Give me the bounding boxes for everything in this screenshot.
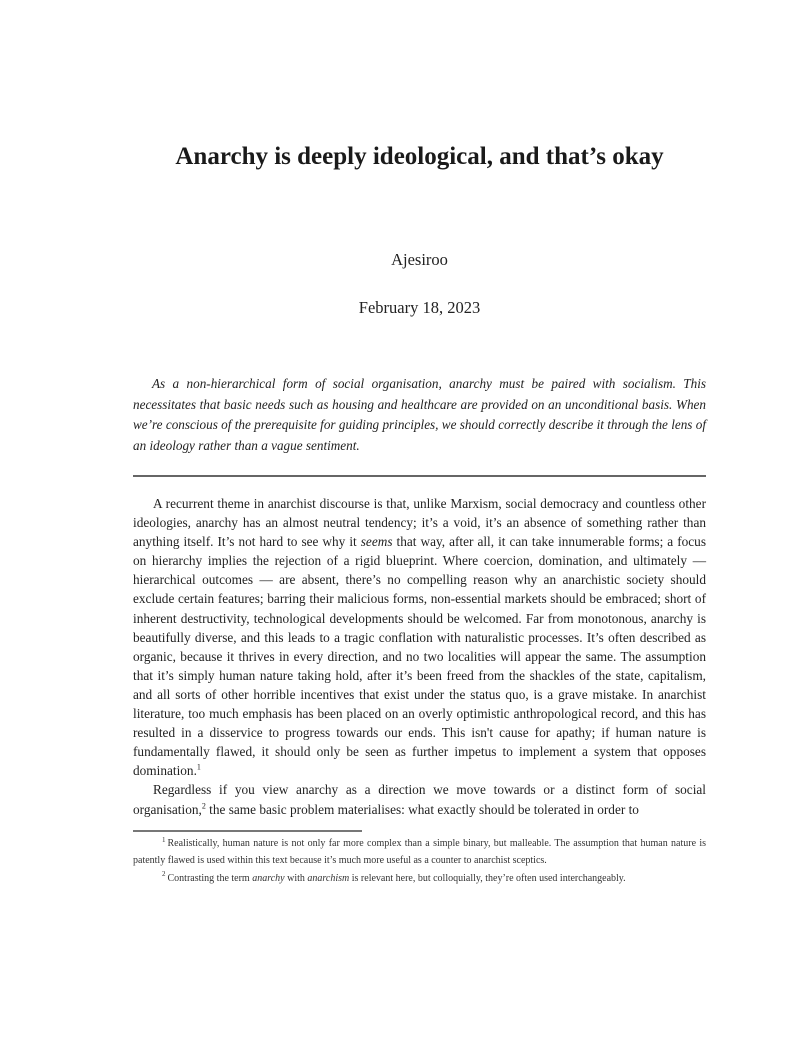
footnote-reference[interactable]: 1	[196, 762, 201, 772]
emphasis: seems	[360, 534, 393, 550]
footnote-reference[interactable]: 2	[201, 801, 206, 811]
document-title: Anarchy is deeply ideological, and that’s okay	[175, 143, 664, 170]
footnote	[133, 870, 706, 887]
footnotes	[133, 835, 706, 887]
document-date: February 18, 2023	[358, 298, 481, 317]
paragraph-text: Regardless if you view anarchy as a direction we move towards or a distinct form of social organisation,	[133, 782, 706, 817]
paragraph-text: that way, after all, it can take innumerable forms; a focus on hierarchy implies the rejection of a rigid blueprint. Where coercion, domination, and ultimately — hierarchical outcomes — are absent, there’s no compelling reason why an anarchistic society should exclude certain features; barring their malicious forms, non-essential markets should be embraced; short of inherent destructivity, technological developments should be welcomed. Far from monotonous, anarchy is beautifully diverse, and this leads to a tragic conflation with naturalistic processes. It’s often described as organic, because it thrives in every direction, and no two localities will appear the same. The assumption that it’s simply human nature taking hold, after it’s been freed from the shackles of the state, capitalism, and all sorts of other horrible incentives that exist under the status quo, is a grave mistake. In anarchist literature, too much emphasis has been placed on an overly optimistic anthropological record, and this has resulted in a disservice to progress towards our ends. This isn't cause for apathy; if human nature is fundamentally flawed, it should only be seen as further impetus to implement a system that opposes domination.	[133, 534, 706, 779]
footnote-text: with	[284, 872, 308, 884]
paragraph	[133, 780, 706, 818]
body-text	[133, 494, 706, 819]
document-author: Ajesiroo	[391, 250, 448, 269]
emphasis: anarchy	[252, 872, 285, 884]
footnote-mark: 2	[162, 870, 166, 879]
abstract: As a non-hierarchical form of social organisation, anarchy must be paired with socialism. This necessitates that basic needs such as housing and healthcare are provided on an unconditional basis. When we’re conscious of the prerequisite for guiding principles, we should correctly describe it through the lens of an ideology rather than a vague sentiment.	[133, 376, 706, 454]
footnote-mark: 1	[162, 835, 166, 844]
paragraph-text: A recurrent theme in anarchist discourse is that, unlike Marxism, social democracy and countless other ideologies, anarchy has an almost neutral tendency; it’s a void, it’s an absence of something rather than anything itself. It’s not hard to see why it	[133, 496, 706, 550]
abstract-divider	[133, 475, 706, 477]
footnote-text: Contrasting the term	[167, 872, 253, 884]
footnote	[133, 835, 706, 870]
emphasis: anarchism	[307, 872, 350, 884]
paragraph	[133, 494, 706, 780]
paragraph-text: the same basic problem materialises: what exactly should be tolerated in order to	[205, 801, 639, 817]
footnote-text: Realistically, human nature is not only far more complex than a simple binary, but malleable. The assumption that human nature is patently flawed is used within this text because it’s much more useful as a counter to anarchist sceptics.	[133, 838, 706, 867]
footnote-text: is relevant here, but colloquially, they’re often used interchangeably.	[349, 872, 626, 884]
footnote-divider	[133, 830, 362, 832]
